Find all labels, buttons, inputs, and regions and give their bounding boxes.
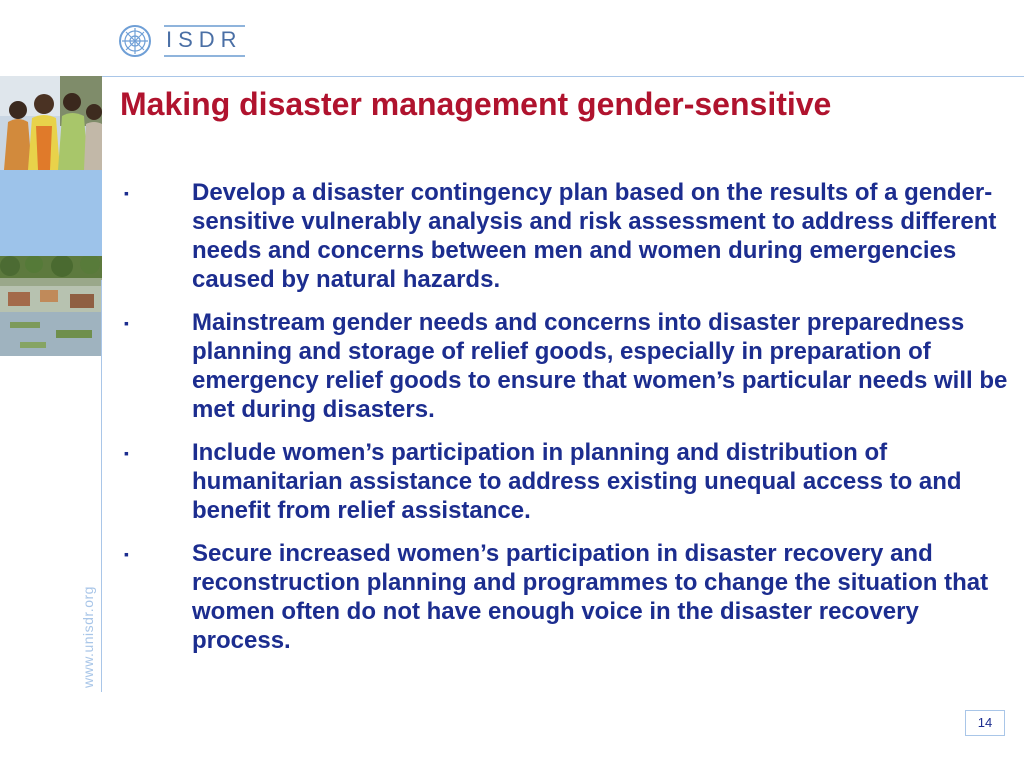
- slide-title: Making disaster management gender-sensitive: [120, 86, 832, 122]
- bullet-text: Include women’s participation in planning and distribution of humanitarian assistance to address existing unequal access to and benefit from relief assistance.: [192, 439, 962, 524]
- bullet-square-icon: ▪: [124, 445, 129, 461]
- flood-photo: [0, 256, 102, 356]
- website-url: www.unisdr.org: [80, 586, 96, 688]
- list-item: [120, 438, 1020, 525]
- bullet-text: Secure increased women’s participation in disaster recovery and reconstruction planning and programmes to change the situation that women often do not have enough voice in the disaster recovery process.: [192, 540, 989, 654]
- bullet-square-icon: ▪: [124, 185, 129, 201]
- list-item: [120, 308, 1020, 424]
- blue-panel: [0, 170, 102, 256]
- un-emblem-icon: [118, 24, 152, 58]
- list-item: [120, 539, 1020, 655]
- logo-text: ISDR: [164, 25, 245, 57]
- page-number: 14: [965, 710, 1005, 736]
- list-item: [120, 178, 1020, 294]
- header-divider: [0, 76, 1024, 77]
- bullet-square-icon: ▪: [124, 546, 129, 562]
- bullet-text: Mainstream gender needs and concerns into disaster preparedness planning and storage of relief goods, especially in preparation of emergency relief goods to ensure that women’s particular needs will be met during disasters.: [192, 309, 1008, 423]
- children-photo: [0, 76, 102, 170]
- bullet-text: Develop a disaster contingency plan based on the results of a gender-sensitive vulnerably analysis and risk assessment to address different needs and concerns between men and women during emergencies caused by natural hazards.: [192, 179, 997, 293]
- sidebar-divider: [101, 280, 102, 692]
- bullet-square-icon: ▪: [124, 315, 129, 331]
- isdr-logo: [118, 24, 245, 58]
- bullet-list: [120, 178, 1020, 669]
